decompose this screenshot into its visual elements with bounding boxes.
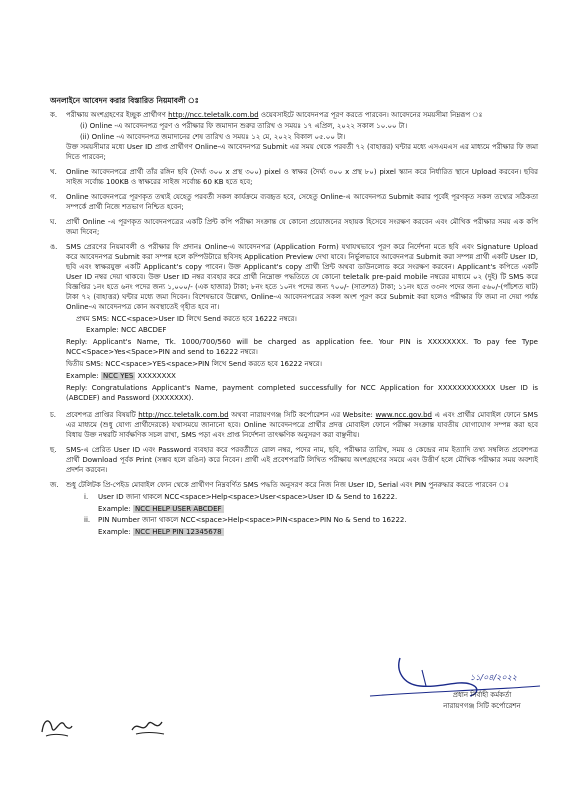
rule-marker: ক.: [50, 110, 58, 119]
rule-ja: [50, 481, 538, 541]
officer-signature-icon: [330, 650, 550, 725]
signature-block: [412, 690, 552, 711]
initial-signature-2-icon: [128, 712, 168, 740]
teletalk-link-2[interactable]: http://ncc.teletalk.com.bd: [138, 411, 229, 420]
signature-date: ১১/০৪/২০২২: [470, 673, 517, 682]
recover-pin-example: [98, 528, 538, 538]
rule-marker: ঙ.: [50, 242, 58, 251]
recover-user-id-example: [98, 505, 538, 515]
rule-cha-text-mid: অথবা নারায়ণগঞ্জ সিটি কর্পোরেশন এর Website:: [231, 411, 373, 420]
rule-kha-text: Online আবেদনপত্রে প্রার্থী তাঁর রঙ্গিন ছবি (দৈর্ঘ্য ৩০০ x প্রস্থ ৩০০) pixel ও স্বাক্ষর (দৈর্ঘ্য ৩০০ x প্রস্থ ৮০) pixel স্ক্যান করে নির্ধারিত স্থানে Upload করবেন। ছবির সাইজ সর্বোচ্চ 100KB ও স্বাক্ষরের সাইজ সর্বোচ্চ 60 KB হতে হবে;: [66, 168, 538, 187]
rule-ka: [50, 111, 538, 164]
sms-first: প্রথম SMS: NCC<space>User ID লিখে Send করতে হবে 16222 নম্বরে।: [76, 314, 297, 323]
rule-ka-note: উক্ত সময়সীমার মধ্যে User ID প্রাপ্ত প্রার্থীগণ Online-এ আবেদনপত্র Submit এর সময় থেকে পরবর্তী ৭২ (বাহাত্তর) ঘন্টার মধ্যে এসএমএস এর মাধ্যমে পরীক্ষার ফি জমা দিতে পারবেন;: [66, 143, 538, 162]
rule-ka-text-pre: পরীক্ষায় অংশগ্রহণের ইচ্ছুক প্রার্থীগণ: [66, 110, 166, 119]
rule-chha: [50, 446, 538, 476]
rule-ja-text: শুধু টেলিটক প্রি-পেইড মোবাইল ফোন থেকে প্রার্থীগণ নিম্নবর্ণিত SMS পদ্ধতি অনুসরণ করে নিজ নিজ User ID, Serial এবং PIN পুনরুদ্ধার করতে পারবেন ঃ: [66, 480, 509, 489]
sms-first-example: Example: NCC ABCDEF: [86, 326, 167, 335]
rule-cha-text-post: এ এবং প্রার্থীর মোবাইল ফোনে SMS এর মাধ্যমে (শুধু যোগ্য প্রার্থীদেরকে) যথাসময়ে জানানো হবে। Online আবেদনপত্রে প্রার্থীর প্রদত্ত মোবাইল ফোনে পরীক্ষা সংক্রান্ত যাবতীয় যোগাযোগ সম্পন্ন করা হবে বিধায় উক্ত নম্বরটি সার্বক্ষণিক সচল রাখা, SMS পড়া এবং প্রাপ্ত নির্দেশনা তাৎক্ষণিক অনুসরণ করা বাঞ্ছনীয়।: [66, 411, 538, 439]
rule-ka-sub1: (i) Online -এ আবেদনপত্র পূরণ ও পরীক্ষার ফি জমাদান শুরুর তারিখ ও সময়ঃ ১৭ এপ্রিল, ২০২২ সকাল ১০.০০ টা।: [80, 121, 408, 130]
rule-marker: ঘ.: [50, 218, 57, 227]
signatory-title: প্রধান নির্বাহী কর্মকর্তা: [452, 691, 512, 699]
rule-cha-text-pre: প্রবেশপত্র প্রাপ্তির বিষয়টি: [66, 411, 136, 420]
rule-ka-sub2: (ii) Online -এ আবেদনপত্র জমাদানের শেষ তারিখ ও সময়ঃ ১২ মে, ২০২২ বিকাল ০৫.০০ টা।: [80, 132, 346, 141]
recover-user-id-text: User ID জানা থাকলে NCC<space>Help<space>User<space>User ID & Send to 16222.: [98, 492, 398, 501]
highlighted-code: NCC YES: [102, 372, 134, 381]
rule-marker: ছ.: [50, 445, 57, 454]
rule-gha: [50, 218, 538, 238]
recover-user-id: [84, 493, 538, 503]
teletalk-link[interactable]: http://ncc.teletalk.com.bd: [168, 110, 259, 119]
example-label: Example:: [98, 504, 131, 513]
instructions-content: [50, 96, 538, 545]
example-label: Example:: [66, 372, 99, 381]
rule-marker: খ.: [50, 168, 57, 177]
page-title: অনলাইনে আবেদন করার বিস্তারিত নিয়মাবলী ঃ: [50, 96, 199, 105]
sub-marker: ii.: [84, 516, 91, 525]
recover-pin-text: PIN Number জানা থাকলে NCC<space>Help<space>PIN<space>PIN No & Send to 16222.: [98, 516, 407, 525]
sms-second-reply: Reply: Congratulations Applicant's Name, payment completed successfully for NCC Application for XXXXXXXXXXXX User ID is (ABCDEF) and Password (XXXXXXX).: [66, 384, 538, 403]
rule-marker: চ.: [50, 411, 57, 420]
recover-pin: [84, 516, 538, 526]
rule-marker: জ.: [50, 480, 59, 489]
rule-chha-text: SMS-এ প্রেরিত User ID এবং Password ব্যবহার করে পরবর্তীতে রোল নম্বর, পদের নাম, ছবি, পরীক্ষার তারিখ, সময় ও কেন্দ্রের নাম ইত্যাদি তথ্য সম্বলিত প্রবেশপত্র প্রার্থী Download পূর্বক Print (সম্ভব হলে রঙিন) করে নিবেন। প্রার্থী এই প্রবেশপত্রটি লিখিত পরীক্ষায় অংশগ্রহণের সময়ে এবং উত্তীর্ণ হলে মৌখিক পরীক্ষার সময় অবশ্যই প্রদর্শন করবেন।: [66, 445, 538, 474]
sms-second: দ্বিতীয় SMS: NCC<space>YES<space>PIN লিখে Send করতে হবে 16222 নম্বরে।: [66, 360, 323, 369]
rule-uma-text: SMS প্রেরণের নিয়মাবলী ও পরীক্ষার ফি প্রদানঃ Online-এ আবেদনপত্র (Application Form) যথাযথভাবে পূরণ করে নির্দেশনা মতে ছবি এবং Signature Upload করে আবেদনপত্র Submit করা সম্পন্ন হলে কম্পিউটারে ছবিসহ Application Preview দেখা যাবে। নির্ভুলভাবে আবেদনপত্র Submit করা সম্পন্ন প্রার্থী একটি User ID, ছবি এবং স্বাক্ষরযুক্ত একটি Applicant's copy পাবেন। উক্ত Applicant's copy প্রার্থী প্রিন্ট অথবা ডাউনলোড করে সংরক্ষণ করবেন। Applicant's কপিতে একটি User ID নম্বর দেয়া থাকবে। উক্ত User ID নম্বর ব্যবহার করে প্রার্থী নিম্নোক্ত পদ্ধতিতে যে কোনো teletalk pre-paid mobile নম্বরের মাধ্যমে ০২ (দুই) টি SMS করে বিজ্ঞপ্তির ১নং হতে ৬নং পদের জন্য ১,০০০/- (এক হাজার) টাকা; ৮নং হতে ১০নং পদের জন্য ৭০০/- (সাতশত) টাকা; ১১নং হতে ৩৩নং পদের জন্য ৫৬০/-(পাঁচশত ষাট) টাকা ৭২ (বাহাত্তর) ঘন্টার মধ্যে জমা দিবেন। বিশেষভাবে উল্লেখ্য, Online-এ আবেদনপত্রের সকল অংশ পূরণ করে Submit করা হলেও পরীক্ষার ফি জমা না দেয়া পর্যন্ত Online-এ আবেদনপত্র কোন অবস্থাতেই গৃহীত হবে না।: [66, 242, 538, 311]
sms-first-reply: Reply: Applicant's Name, Tk. 1000/700/560 will be charged as application fee. Your PIN is XXXXXXXX. To pay fee Type NCC<Space>Yes<Space>PIN and send to 16222 নম্বরে।: [66, 338, 538, 357]
rule-gha-text: প্রার্থী Online -এ পূরণকৃত আবেদনপত্রের একটি প্রিন্ট কপি পরীক্ষা সংক্রান্ত যে কোনো প্রয়োজনের সহায়ক হিসেবে সংরক্ষণ করবেন এবং মৌখিক পরীক্ষার সময় এক কপি জমা দিবেন;: [66, 218, 538, 237]
example-label: Example:: [98, 528, 131, 537]
initial-signature-1-icon: [36, 712, 76, 740]
highlighted-code: NCC HELP PIN 12345678: [134, 528, 222, 537]
rule-ga-text: Online আবেদনপত্রে পূরণকৃত তথ্যই যেহেতু পরবর্তী সকল কার্যক্রমে ব্যবহৃত হবে, সেহেতু Online-এ আবেদনপত্র Submit করার পূর্বেই পূরণকৃত সকল তথ্যের সঠিকতা সম্পর্কে প্রার্থী নিজে শতভাগ নিশ্চিত হবেন;: [66, 193, 538, 212]
sub-marker: i.: [84, 492, 89, 501]
rule-kha: [50, 168, 538, 188]
ncc-website-link[interactable]: www.ncc.gov.bd: [375, 411, 432, 420]
sms-second-example: [66, 372, 538, 382]
signatory-org: নারায়ণগঞ্জ সিটি কর্পোরেশন: [443, 701, 521, 710]
rule-marker: গ.: [50, 193, 57, 202]
rule-cha: [50, 411, 538, 441]
highlighted-code: NCC HELP USER ABCDEF: [134, 504, 222, 513]
rule-ka-text-post: ওয়েবসাইটে আবেদনপত্র পূরণ করতে পারবেন। আবেদনের সময়সীমা নিম্নরূপ ঃ: [260, 110, 483, 119]
example-pin: XXXXXXXX: [137, 372, 176, 381]
rule-ga: [50, 193, 538, 213]
rule-uma: [50, 243, 538, 406]
